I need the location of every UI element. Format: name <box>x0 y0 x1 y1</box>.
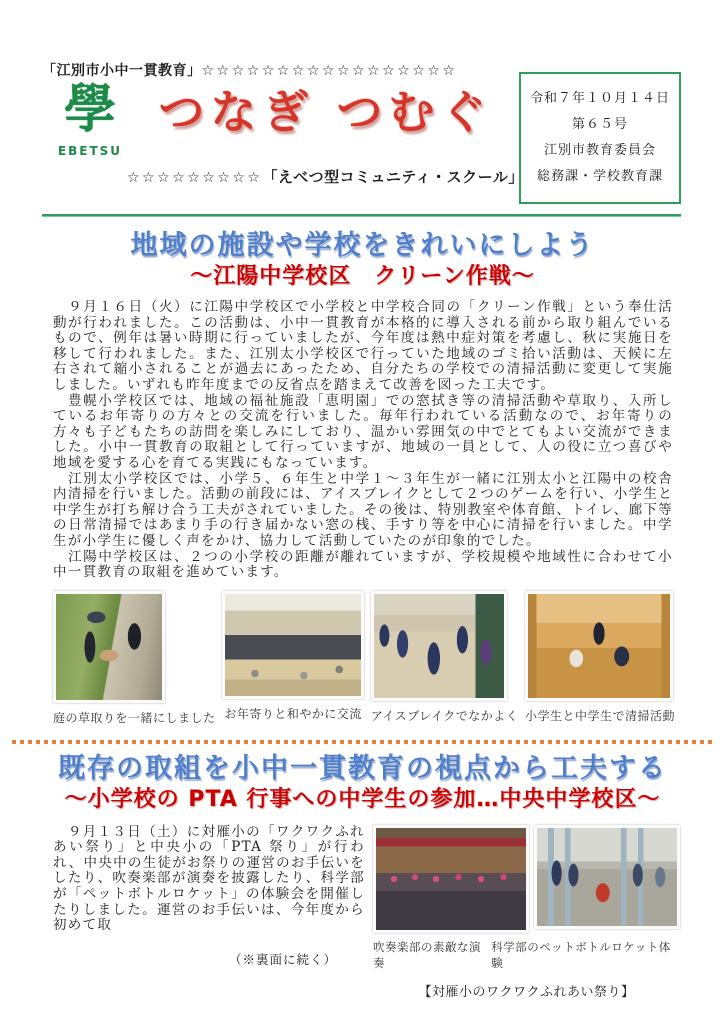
article1-paragraph: 江別太小学校区では、小学５、６年生と中学１～３年生が一緒に江別太小と江陽中の校舎内清掃を行いました。活動の前段には、アイスブレイクとして２つのゲームを行い、小学生と中学生が打ち解け合う工夫がされていました。その後は、特別教室や体育館、トイレ、廊下等の日常清掃ではあまり手の行き届かない窓の桟、手すり等を中心に清掃を行いました。中学生が小学生に優しく声をかけ、協力して活動していたのが印象的でした。 <box>53 470 673 549</box>
photo-icebreaker-gym <box>371 591 507 701</box>
program-label: 「江別市小中一貫教育」 <box>42 63 202 79</box>
issue-info-box <box>519 72 681 204</box>
photo-elderly-exchange <box>222 591 364 699</box>
photo-caption: 庭の草取りを一緒にしました <box>53 710 216 725</box>
continued-note: （※裏面に続く） <box>228 951 337 967</box>
photo-caption: 小学生と中学生で清掃活動 <box>524 708 675 723</box>
article2-heading <box>0 752 725 815</box>
header-left <box>42 60 524 187</box>
article1-paragraph: ９月１６日（火）に江陽中学校区で小学校と中学校合同の「クリーン作戦」という奉仕活動が行われました。この活動は、小中一貫教育が本格的に導入される前から取り組んでいるもので、例年は暑い時期に行っていましたが、今年度は熱中症対策を考慮し、秋に実施日を移して行われました。また、江別太小学校区で行っていた地域のゴミ拾い活動は、天候に左右されて縮小されることが過去にあったため、自分たちの学校での清掃活動に変更して実施しました。いずれも昨年度までの反省点を踏まえて改善を図った工夫です。 <box>53 299 673 393</box>
article2-subtitle: ～小学校の PTA 行事への中学生の参加…中央中学校区～ <box>64 786 661 812</box>
logo-ebetsu-text: EBETSU <box>57 144 123 158</box>
newsletter-title: つなぎ つむぐ <box>158 85 493 139</box>
header-top-row <box>42 60 513 80</box>
photo-stair-cleaning <box>525 591 673 701</box>
issuer-org: 江別市教育委員会 <box>543 143 656 158</box>
star-row-top: ☆☆☆☆☆☆☆☆☆☆☆☆☆☆☆☆☆ <box>201 63 458 79</box>
issuer-dept: 総務課・学校教育課 <box>536 169 663 184</box>
article2-text-column <box>53 825 365 1000</box>
article2-paragraph: ９月１３日（土）に対雁小の「ワクワクふれあい祭り」と中央小の「PTA 祭り」が行われ、中央中の生徒がお祭りの運営のお手伝いをしたり、吹奏楽部が演奏を披露したり、科学部が「ペットボトルロケット」の体験会を開催したりしました。運営のお手伝いは、今年度から初めて取 <box>53 823 365 934</box>
header-bottom-row <box>42 166 524 187</box>
photo-item <box>525 591 675 726</box>
article1-subtitle: ～江陽中学校区 クリーン作戦～ <box>190 264 535 289</box>
article1-body <box>53 300 673 581</box>
article1-paragraph: 江陽中学校区は、２つの小学校の距離が離れていますが、学校規模や地域性に合わせて小中一貫教育の取組を進めています。 <box>53 548 673 581</box>
photo-item <box>222 591 364 726</box>
dotted-section-divider <box>12 740 713 744</box>
photo-bottle-rocket <box>534 825 680 929</box>
article1-heading <box>0 229 725 292</box>
article2-photo-column <box>365 825 680 1000</box>
ebetsu-logo <box>42 82 138 158</box>
photo-item <box>371 591 518 726</box>
article2-content <box>53 825 680 1000</box>
community-school-label: 「えべつ型コミュニティ・スクール」 <box>262 168 524 186</box>
photo-garden-weeding <box>53 591 165 703</box>
festival-group-caption: 【対雁小のワクワクふれあい祭り】 <box>418 984 635 1000</box>
photo-item <box>53 591 216 726</box>
header <box>0 0 725 217</box>
article1-title: 地域の施設や学校をきれいにしよう <box>130 230 595 261</box>
photo-caption: アイスブレイクでなかよく <box>370 708 519 723</box>
article1-paragraph: 豊幌小学校区では、地域の福祉施設「恵明園」での窓拭き等の清掃活動や草取り、入所しているお年寄りの方々との交流を行いました。毎年行われている活動なので、お年寄りの方々も子どもたちの訪問を楽しみにしており、温かい雰囲気の中でとてもよい交流ができました。小中一貫教育の取組として行っていますが、地域の一員として、人の役に立つ喜びや地域を愛する心を育てる実践にもなっています。 <box>53 392 673 471</box>
photo-caption: 吹奏楽部の素敵な演奏 <box>373 939 481 970</box>
photo-caption: お年寄りと和やかに交流 <box>224 706 362 721</box>
school-kanji-icon: 學 <box>63 80 116 140</box>
photo-caption: 科学部のペットボトルロケット体験 <box>491 939 671 970</box>
article1-photo-row <box>53 591 675 726</box>
star-row-bottom: ☆☆☆☆☆☆☆☆☆ <box>127 170 263 186</box>
photo-brass-band <box>373 825 529 933</box>
article2-title: 既存の取組を小中一貫教育の視点から工夫する <box>58 752 667 784</box>
issue-date: 令和７年１０月１４日 <box>529 91 670 106</box>
header-divider-rule <box>42 214 681 217</box>
issue-number: 第６５号 <box>571 117 628 132</box>
